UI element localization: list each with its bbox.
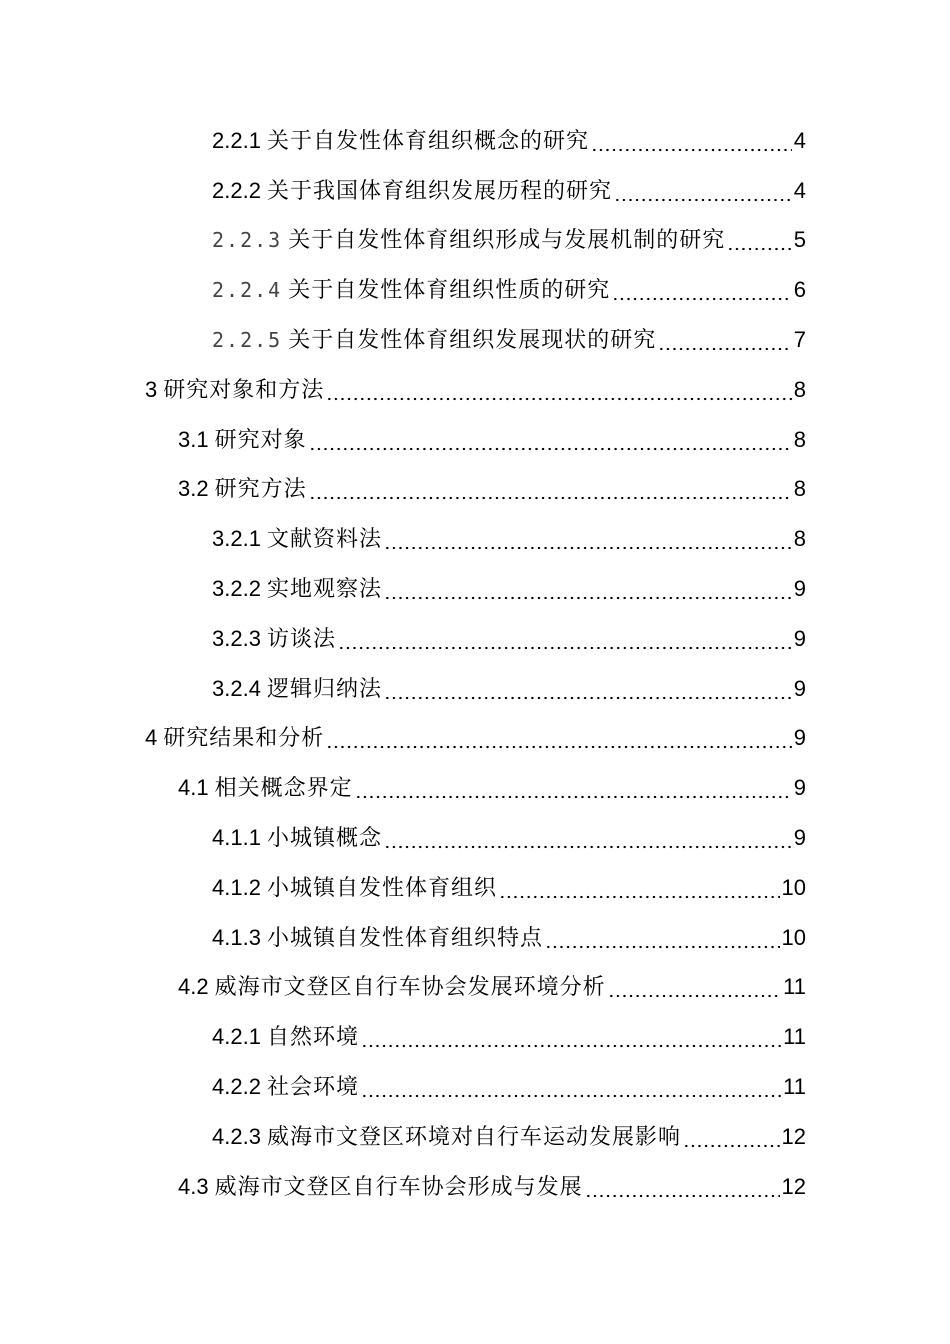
toc-entry-page: 8 — [793, 376, 806, 402]
toc-entry-number: 2.2.3 — [212, 228, 283, 253]
toc-entry-2-2-4[interactable] — [0, 265, 950, 315]
dot-leader — [608, 976, 782, 998]
toc-entry-title: 研究对象 — [214, 426, 307, 452]
dot-leader — [384, 678, 792, 700]
toc-entry-page: 11 — [783, 1024, 806, 1050]
dot-leader — [614, 180, 792, 202]
toc-entry-number: 2.2.5 — [212, 328, 283, 353]
toc-entry-number: 3.2.3 — [212, 625, 261, 651]
toc-entry-4[interactable] — [0, 714, 950, 764]
toc-entry-3-2-3[interactable] — [0, 614, 950, 664]
toc-entry-title: 研究方法 — [214, 476, 307, 502]
toc-entry-page: 9 — [793, 675, 806, 701]
toc-entry-page: 12 — [781, 1123, 806, 1149]
toc-entry-title: 关于自发性体育组织性质的研究 — [288, 277, 611, 303]
dot-leader — [591, 130, 792, 152]
toc-entry-2-2-5[interactable] — [0, 315, 950, 365]
toc-entry-title: 关于我国体育组织发展历程的研究 — [266, 177, 612, 203]
toc-entry-3-2-2[interactable] — [0, 564, 950, 614]
toc-entry-page: 9 — [793, 825, 806, 851]
dot-leader — [309, 478, 792, 500]
toc-entry-title: 关于自发性体育组织发展现状的研究 — [288, 327, 657, 353]
toc-entry-page: 11 — [783, 1074, 806, 1100]
dot-leader — [361, 1076, 781, 1098]
toc-entry-4-3[interactable] — [0, 1162, 950, 1212]
toc-entry-title: 自然环境 — [266, 1024, 359, 1050]
dot-leader — [338, 628, 792, 650]
toc-entry-number: 4.1.3 — [212, 924, 261, 950]
toc-entry-3-2[interactable] — [0, 465, 950, 515]
toc-entry-title: 小城镇自发性体育组织特点 — [266, 924, 543, 950]
toc-entry-page: 9 — [793, 625, 806, 651]
toc-entry-number: 2.2.4 — [212, 278, 283, 303]
dot-leader — [499, 877, 780, 899]
toc-entry-4-2[interactable] — [0, 963, 950, 1013]
toc-entry-title: 关于自发性体育组织形成与发展机制的研究 — [288, 227, 726, 253]
toc-entry-number: 2.2.1 — [212, 127, 261, 153]
toc-entry-4-1-2[interactable] — [0, 863, 950, 913]
toc-entry-4-1[interactable] — [0, 763, 950, 813]
toc-entry-number: 4 — [145, 725, 158, 751]
toc-entry-4-2-1[interactable] — [0, 1012, 950, 1062]
toc-entry-page: 9 — [793, 775, 806, 801]
toc-entry-page: 5 — [793, 227, 806, 253]
dot-leader — [545, 927, 780, 949]
dot-leader — [585, 1176, 780, 1198]
dot-leader — [326, 379, 791, 401]
toc-entry-number: 4.2.1 — [212, 1024, 261, 1050]
toc-entry-number: 3.1 — [178, 426, 209, 452]
toc-entry-number: 4.2.2 — [212, 1074, 261, 1100]
toc-entry-3-1[interactable] — [0, 415, 950, 465]
toc-entry-title: 相关概念界定 — [214, 775, 353, 801]
toc-entry-number: 3.2.2 — [212, 576, 261, 602]
dot-leader — [658, 329, 792, 351]
dot-leader — [361, 1026, 781, 1048]
toc-entry-number: 4.2 — [178, 974, 209, 1000]
toc-entry-page: 7 — [793, 327, 806, 353]
toc-entry-2-2-1[interactable] — [0, 116, 950, 166]
toc-entry-title: 访谈法 — [266, 625, 336, 651]
dot-leader — [727, 229, 792, 251]
toc-entry-page: 6 — [793, 277, 806, 303]
toc-entry-page: 4 — [793, 177, 806, 203]
toc-entry-page: 10 — [781, 924, 806, 950]
toc-entry-4-1-1[interactable] — [0, 813, 950, 863]
toc-entry-number: 4.1.1 — [212, 825, 261, 851]
toc-entry-title: 逻辑归纳法 — [266, 675, 382, 701]
toc-entry-title: 关于自发性体育组织概念的研究 — [266, 127, 589, 153]
toc-entry-page: 12 — [781, 1173, 806, 1199]
toc-entry-2-2-3[interactable] — [0, 216, 950, 266]
toc-entry-title: 威海市文登区自行车协会形成与发展 — [214, 1173, 583, 1199]
dot-leader — [326, 727, 791, 749]
toc-entry-number: 4.2.3 — [212, 1123, 261, 1149]
toc-entry-title: 威海市文登区自行车协会发展环境分析 — [214, 974, 606, 1000]
table-of-contents — [0, 116, 950, 1212]
toc-entry-2-2-2[interactable] — [0, 166, 950, 216]
toc-entry-4-2-3[interactable] — [0, 1112, 950, 1162]
toc-entry-number: 3.2.4 — [212, 675, 261, 701]
dot-leader — [384, 827, 792, 849]
toc-entry-number: 3.2 — [178, 476, 209, 502]
toc-entry-3-2-4[interactable] — [0, 664, 950, 714]
toc-entry-page: 8 — [793, 526, 806, 552]
toc-entry-number: 2.2.2 — [212, 177, 261, 203]
toc-entry-title: 小城镇概念 — [266, 825, 382, 851]
toc-entry-number: 3.2.1 — [212, 526, 261, 552]
toc-entry-page: 10 — [781, 874, 806, 900]
toc-entry-page: 9 — [793, 725, 806, 751]
toc-entry-4-1-3[interactable] — [0, 913, 950, 963]
dot-leader — [384, 528, 792, 550]
toc-entry-page: 8 — [793, 476, 806, 502]
toc-entry-page: 9 — [793, 576, 806, 602]
dot-leader — [384, 578, 792, 600]
toc-entry-number: 4.1.2 — [212, 874, 261, 900]
toc-entry-title: 实地观察法 — [266, 576, 382, 602]
toc-entry-4-2-2[interactable] — [0, 1062, 950, 1112]
toc-entry-3[interactable] — [0, 365, 950, 415]
toc-entry-title: 小城镇自发性体育组织 — [266, 874, 497, 900]
dot-leader — [612, 279, 792, 301]
toc-entry-title: 研究对象和方法 — [163, 376, 325, 402]
toc-entry-3-2-1[interactable] — [0, 514, 950, 564]
toc-entry-page: 8 — [793, 426, 806, 452]
toc-entry-page: 11 — [783, 974, 806, 1000]
dot-leader — [355, 777, 792, 799]
toc-entry-title: 研究结果和分析 — [163, 725, 325, 751]
toc-entry-number: 4.3 — [178, 1173, 209, 1199]
dot-leader — [683, 1126, 780, 1148]
dot-leader — [309, 429, 792, 451]
toc-entry-title: 文献资料法 — [266, 526, 382, 552]
toc-entry-title: 威海市文登区环境对自行车运动发展影响 — [266, 1123, 681, 1149]
toc-entry-title: 社会环境 — [266, 1074, 359, 1100]
toc-entry-number: 3 — [145, 376, 158, 402]
toc-entry-number: 4.1 — [178, 775, 209, 801]
toc-entry-page: 4 — [793, 127, 806, 153]
